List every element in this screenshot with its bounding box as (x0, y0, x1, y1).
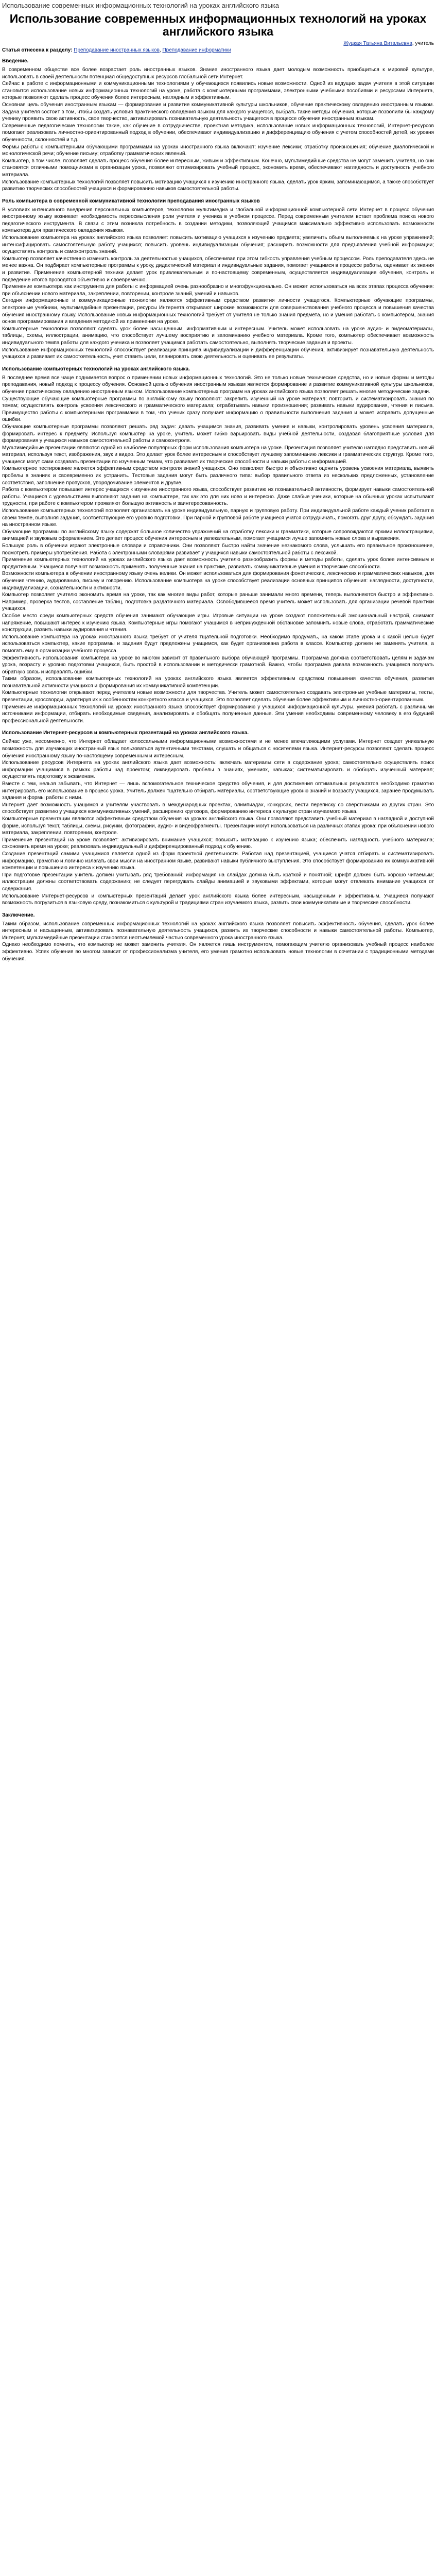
section-paragraph: Компьютерные технологии открывают перед учителем новые возможности для творчества. Учитель может самостоятельно создавать электронные учебные материалы, тесты, презентации, кроссворды, адаптируя их к особенностям конкретного класса и учащихся. Это позволяет сделать обучение более эффективным и личностно-ориентированным. (2, 690, 434, 703)
intro-paragraph: Сейчас в работе с информационными и коммуникационными технологиями у обучающихся появились новые возможности. Одной из ведущих задач учителя в этой ситуации становится использование новых информационных технологий на уроке, работа с компьютерными программами, электронными учебными пособиями и ресурсами Интернета, которые позволяют сделать процесс обучения более интересным, наглядным и эффективным. (2, 81, 434, 101)
section-heading: Роль компьютера в современной коммуникативной технологии преподавания иностранных языков (2, 198, 260, 204)
section-paragraph: Сегодня информационные и коммуникационные технологии являются эффективным средством развития личности учащегося. Компьютерные обучающие программы, электронные учебники, мультимедийные презентации, ресурсы Интернета открывают широкие возможности для совершенствования учебного процесса и повышения качества обучения иностранному языку. Использование новых информационных технологий требует от учителя не только знания предмета, но и умения работать с компьютером, знания основ программирования и владения методикой их применения на уроке. (2, 298, 434, 325)
intro-paragraph: Основная цель обучения иностранным языкам — формирование и развитие коммуникативной культуры школьников, обучение практическому овладению иностранным языком. Задача учителя состоит в том, чтобы создать условия практического овладения языком для каждого учащегося, выбрать такие методы обучения, которые позволили бы каждому ученику проявить свою активность, свое творчество, активизировать познавательную деятельность учащегося в процессе обучения иностранным языкам. (2, 101, 434, 122)
page-title: Использование современных информационных технологий на уроках английского языка (2, 2, 279, 9)
section-heading: Использование Интернет-ресурсов и компьютерных презентаций на уроках английского языка. (2, 730, 249, 736)
section-paragraph: Использование компьютера на уроках английского языка позволяет: повысить мотивацию учащихся к изучению предмета; увеличить объем выполняемых на уроке упражнений; интенсифицировать самостоятельную работу учащихся; повысить уровень индивидуализации обучения; расширить возможности для предъявления учебной информации; осуществлять контроль и самоконтроль знаний. (2, 235, 434, 255)
section-link-informatics[interactable]: Преподавание информатики (162, 47, 231, 53)
intro-heading: Введение. (2, 58, 29, 64)
article-title: Использование современных информационных технологий на уроках английского языка (9, 12, 427, 38)
intro-paragraph: Использование компьютерных технологий позволяет повысить мотивацию учащихся к изучению иностранного языка, сделать урок ярким, запоминающимся, а также способствует развитию творческих способностей учащихся и формированию навыков самостоятельной работы. (2, 179, 434, 192)
section-paragraph: Большую роль в обучении играют электронные словари и справочники. Они позволяют быстро найти значение незнакомого слова, услышать его правильное произношение, посмотреть примеры употребления. Работа с электронными словарями развивает у учащихся навыки самостоятельной работы с лексикой. (2, 543, 434, 556)
section-paragraph: Однако необходимо помнить, что компьютер не может заменить учителя. Он является лишь инструментом, помогающим учителю организовать учебный процесс наиболее эффективно. Успех обучения во многом зависит от профессионализма учителя, его умения грамотно использовать новые технологии в сочетании с традиционными методами обучения. (2, 942, 434, 962)
section-link-languages[interactable]: Преподавание иностранных языков (74, 47, 160, 53)
section-paragraph: Применение компьютерных технологий на уроках английского языка дает возможность учителю разнообразить формы и методы работы, сделать урок более интенсивным и продуктивным. Учащиеся получают возможность применять полученные знания на практике, развивать коммуникативные умения и творческие способности. (2, 557, 434, 570)
section-paragraph: Вместе с тем, нельзя забывать, что Интернет — лишь вспомогательное техническое средство обучения, и для достижения оптимальных результатов необходимо грамотно интегрировать его использование в процесс урока. Учитель должен тщательно отбирать материалы, соответствующие уровню знаний и возрасту учащихся, заранее продумывать задания и формы работы с ними. (2, 781, 434, 801)
intro-paragraph: В современном обществе все более возрастает роль иностранных языков. Знание иностранного языка дает молодым возможность приобщиться к мировой культуре, использовать в своей деятельности потенциал общедоступных ресурсов глобальной сети Интернет. (2, 67, 434, 80)
section-paragraph: Использование компьютерных технологий позволяет организовать на уроке индивидуальную, парную и групповую работу. При индивидуальной работе каждый ученик работает в своем темпе, выполняя задания, соответствующие его уровню подготовки. При парной и групповой работе учащиеся учатся сотрудничать, помогать друг другу, обсуждать задания на иностранном языке. (2, 508, 434, 528)
section-paragraph: Обучающие программы по английскому языку содержат большое количество упражнений на отработку лексики и грамматики, которые сопровождаются яркими иллюстрациями, анимацией и звуковым оформлением. Это делает процесс обучения интересным и увлекательным, помогает учащимся лучше запомнить новые слова и выражения. (2, 529, 434, 542)
section-paragraph: Компьютер позволяет качественно изменить контроль за деятельностью учащихся, обеспечивая при этом гибкость управления учебным процессом. Роль преподавателя здесь не менее важна. Он подбирает компьютерные программы к уроку, дидактический материал и индивидуальные задания, помогает учащимся в процессе работы, оценивает их знания и развитие. Применение компьютерной техники делает урок привлекательным и по-настоящему современным, осуществляется индивидуализация обучения, контроль и подведение итогов проводятся объективно и своевременно. (2, 256, 434, 283)
section-paragraph: Использование Интернет-ресурсов и компьютерных презентаций делает урок английского языка более интересным, насыщенным и эффективным. Учащиеся получают возможность погрузиться в языковую среду, познакомиться с культурой и традициями стран изучаемого языка, развить свои коммуникативные и творческие способности. (2, 893, 434, 906)
section-paragraph: Компьютер позволяет учителю экономить время на уроке, так как многие виды работ, которые раньше занимали много времени, теперь выполняются быстро и эффективно. Например, проверка тестов, составление таблиц, подготовка раздаточного материала. Освободившееся время учитель может использовать для организации речевой практики учащихся. (2, 592, 434, 612)
section-paragraph: Компьютерные презентации являются эффективным средством обучения на уроках английского языка. Они позволяют представить учебный материал в наглядной и доступной форме, используя текст, таблицы, схемы, рисунки, фотографии, аудио- и видеофрагменты. Презентации могут использоваться на различных этапах урока: при объяснении нового материала, закреплении, повторении, контроле. (2, 816, 434, 836)
section-paragraph: Применение презентаций на уроке позволяет: активизировать внимание учащихся; повысить мотивацию к изучению языка; обеспечить наглядность учебного материала; сэкономить время на уроке; реализовать индивидуальный и дифференцированный подход к обучению. (2, 837, 434, 850)
sections-label: Статья отнесена к разделу: (2, 47, 73, 53)
section-paragraph: Сейчас уже, несомненно, что Интернет обладает колоссальными информационными возможностями и не менее впечатляющими услугами. Интернет создает уникальную возможность для изучающих иностранный язык пользоваться аутентичными текстами, слушать и общаться с носителями языка. Интернет-ресурсы позволяют сделать процесс обучения иностранному языку по-настоящему современным и интересным. (2, 739, 434, 759)
section-paragraph: Мультимедийные презентации являются одной из наиболее популярных форм использования компьютера на уроке. Презентация позволяет учителю наглядно представить новый материал, используя текст, изображения, звук и видео. Это делает урок более интересным и способствует лучшему запоминанию лексики и грамматических структур. Кроме того, учащиеся могут сами создавать презентации по изученным темам, что развивает их творческие способности и навыки работы с информацией. (2, 445, 434, 465)
section-paragraph: Использование информационных технологий способствует реализации принципа индивидуализации и дифференциации обучения, активизирует познавательную деятельность учащихся и развивает их самостоятельность, учит ставить цели, планировать свою деятельность и оценивать ее результаты. (2, 347, 434, 360)
section-paragraph: Возможности компьютера в обучении иностранному языку очень велики. Он может использоваться для формирования фонетических, лексических и грамматических навыков, для обучения чтению, аудированию, письму и говорению. Использование компьютера на уроке способствует реализации основных принципов обучения: наглядности, доступности, индивидуализации, сознательности и активности. (2, 571, 434, 591)
article-sections: Статья отнесена к разделу: Преподавание иностранных языков, Преподавание информатики (2, 47, 231, 53)
section-paragraph: Компьютерное тестирование является эффективным средством контроля знаний учащихся. Оно позволяет быстро и объективно оценить уровень усвоения материала, выявить пробелы в знаниях и своевременно их устранить. Тестовые задания могут быть различного типа: выбор правильного ответа из нескольких предложенных, установление соответствия, заполнение пропусков, упорядочивание элементов и другие. (2, 466, 434, 486)
intro-paragraph: Современные педагогические технологии такие, как обучение в сотрудничестве, проектная методика, использование новых информационных технологий, Интернет-ресурсов помогают реализовать личностно-ориентированный подход в обучении, обеспечивают индивидуализацию и дифференциацию обучения с учетом способностей детей, их уровня обученности, склонностей и т.д. (2, 123, 434, 143)
section-paragraph: Компьютерные технологии позволяют сделать урок более насыщенным, информативным и интересным. Учитель может использовать на уроке аудио- и видеоматериалы, таблицы, схемы, иллюстрации, анимацию, что способствует лучшему восприятию и запоминанию учебного материала. Кроме того, компьютер обеспечивает возможность индивидуального темпа работы для каждого ученика и позволяет учащимся работать самостоятельно, выполнять творческие задания и проекты. (2, 326, 434, 346)
section-paragraph: Эффективность использования компьютера на уроке во многом зависит от правильного выбора обучающей программы. Программа должна соответствовать целям и задачам урока, возрасту и уровню подготовки учащихся, быть простой в использовании и методически грамотной. Важно, чтобы программа давала возможность учащимся получать обратную связь и исправлять ошибки. (2, 655, 434, 675)
section-paragraph: Обучающие компьютерные программы позволяют решать ряд задач: давать учащимся знания, развивать умения и навыки, контролировать уровень усвоения материала, формировать интерес к предмету. Используя компьютер на уроке, учитель может гибко варьировать виды учебной деятельности, создавая благоприятные условия для формирования у учащихся навыков самостоятельной работы и самоконтроля. (2, 423, 434, 444)
section-paragraph: Интернет дает возможность учащимся и учителям участвовать в международных проектах, олимпиадах, конкурсах, вести переписку со сверстниками из других стран. Это способствует развитию у учащихся коммуникативных умений, расширению кругозора, формированию интереса к культуре стран изучаемого языка. (2, 802, 434, 815)
section-paragraph: Существующие обучающие компьютерные программы по английскому языку позволяют: закрепить изученный на уроке материал; повторить и систематизировать знания по темам; осуществлять контроль усвоения лексического и грамматического материала; отрабатывать навыки произношения; развивать навыки аудирования, чтения и письма. Преимущество работы с компьютерными программами в том, что ученик сразу получает информацию о правильности выполнения задания и может исправить допущенные ошибки. (2, 396, 434, 423)
article-body (2, 198, 434, 963)
author-role: , учитель (412, 41, 434, 46)
section-paragraph: При подготовке презентации учитель должен учитывать ряд требований: информация на слайдах должна быть краткой и понятной; шрифт должен быть хорошо читаемым; иллюстрации должны соответствовать содержанию; не следует перегружать слайды анимацией и звуковыми эффектами, которые могут отвлекать внимание учащихся от содержания. (2, 872, 434, 892)
section-paragraph: Применение компьютера как инструмента для работы с информацией очень разнообразно и многофункционально. Он может использоваться на всех этапах процесса обучения: при объяснении нового материала, закреплении, повторении, контроле знаний, умений и навыков. (2, 284, 434, 297)
intro-body (2, 66, 434, 193)
section-paragraph: Применение информационных технологий на уроках иностранного языка способствует формированию у учащихся информационной культуры, умения работать с различными источниками информации, отбирать необходимые сведения, анализировать и обобщать полученные данные. Эти умения необходимы современному человеку в его будущей профессиональной деятельности. (2, 704, 434, 724)
section-paragraph: Таким образом, использование современных информационных технологий на уроках английского языка позволяет повысить эффективность обучения, сделать урок более интересным и насыщенным, активизировать познавательную деятельность учащихся, развить их творческие способности и навыки самостоятельной работы. Компьютер, Интернет, мультимедийные презентации становятся неотъемлемой частью современного урока иностранного языка. (2, 921, 434, 941)
section-paragraph: Таким образом, использование компьютерных технологий на уроках английского языка является эффективным средством повышения качества обучения, развития познавательной активности учащихся и формирования их коммуникативной компетенции. (2, 676, 434, 689)
intro-paragraph: Формы работы с компьютерными обучающими программами на уроках иностранного языка включают: изучение лексики; отработку произношения; обучение диалогической и монологической речи; обучение письму; отработку грамматических явлений. (2, 144, 434, 157)
section-paragraph: Использование ресурсов Интернета на уроках английского языка дает возможность: включать материалы сети в содержание урока; самостоятельно осуществлять поиск информации учащимися в рамках работы над проектом; ликвидировать пробелы в знаниях, умениях, навыках; систематизировать и обобщать изученный материал; осуществлять подготовку к экзаменам. (2, 760, 434, 780)
section-paragraph: В условиях интенсивного внедрения персональных компьютеров, технологии мультимедиа и глобальной информационной компьютерной сети Интернет в процесс обучения иностранному языку возникает необходимость переосмысления роли учителя и ученика в учебном процессе. Перед современным учителем встает проблема поиска нового педагогического инструмента. В связи с этим возникла потребность в создании методики, позволяющей учащимся максимально эффективно использовать возможности компьютера для практического овладения языком. (2, 207, 434, 234)
section-paragraph: Использование компьютера на уроках иностранного языка требует от учителя тщательной подготовки. Необходимо продумать, на каком этапе урока и с какой целью будет использоваться компьютер, какие программы и задания будут предложены учащимся, как будет организована работа в классе. Компьютер должен не заменять учителя, а помогать ему в организации учебного процесса. (2, 634, 434, 654)
section-paragraph: Работа с компьютером повышает интерес учащихся к изучению иностранного языка, способствует развитию их познавательной активности, формирует навыки самостоятельной работы. Учащиеся с удовольствием выполняют задания на компьютере, так как это для них ново и интересно. Даже слабые ученики, которые на обычных уроках испытывают трудности, при работе с компьютером проявляют большую активность и заинтересованность. (2, 487, 434, 507)
section-paragraph: Особое место среди компьютерных средств обучения занимают обучающие игры. Игровые ситуации на уроке создают положительный эмоциональный настрой, снимают напряжение, повышают интерес к изучению языка. Компьютерные игры помогают учащимся в непринужденной обстановке запомнить новые слова, отработать грамматические конструкции, развить навыки аудирования и чтения. (2, 613, 434, 633)
section-paragraph: В последнее время все чаще поднимается вопрос о применении новых информационных технологий. Это не только новые технические средства, но и новые формы и методы преподавания, новый подход к процессу обучения. Основной целью обучения иностранным языкам является формирование и развитие коммуникативной культуры школьников, обучение практическому овладению иностранным языком. Использование компьютерных программ на уроках английского языка позволяет решать многие методические задачи. (2, 375, 434, 395)
intro-paragraph: Компьютер, в том числе, позволяет сделать процесс обучения более интересным, живым и эффективным. Конечно, мультимедийные средства не могут заменить учителя, но они становятся отличными помощниками в организации урока, позволяют оптимизировать учебный процесс, экономить время, обеспечивают наглядность и доступность учебного материала. (2, 158, 434, 178)
section-paragraph: Создание презентаций самими учащимися является одной из форм проектной деятельности. Работая над презентацией, учащиеся учатся отбирать и систематизировать информацию, грамотно и логично излагать свои мысли на иностранном языке, развивают навыки публичного выступления. Это способствует формированию их коммуникативной компетенции и повышению интереса к изучению языка. (2, 851, 434, 871)
section-heading: Использование компьютерных технологий на уроках английского языка. (2, 366, 190, 372)
author-line (2, 40, 434, 47)
section-heading: Заключение. (2, 912, 35, 918)
article-page (0, 0, 436, 969)
author-link[interactable]: Жуцкая Татьяна Витальевна (343, 41, 412, 46)
